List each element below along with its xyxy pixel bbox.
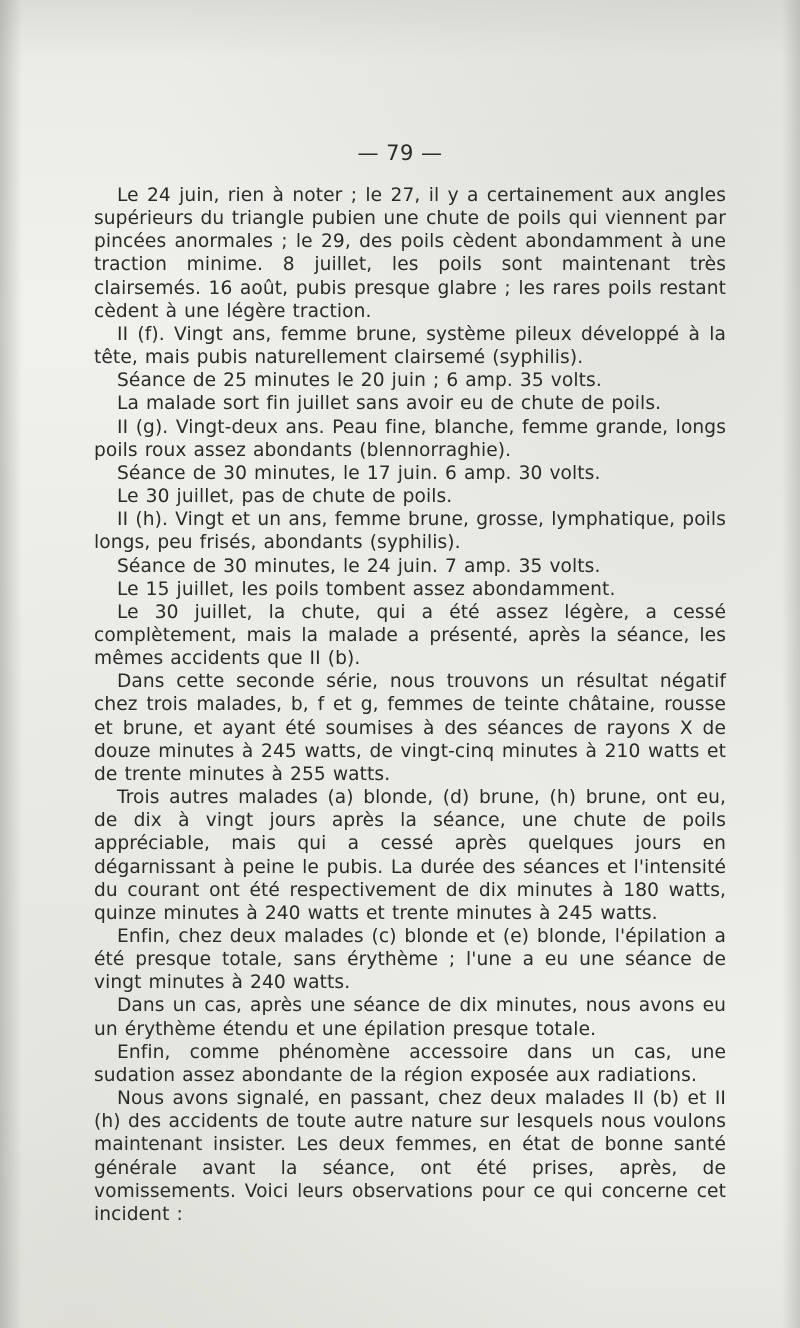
paragraph: Dans cette seconde série, nous trouvons un résultat négatif chez trois malades, b, f et g, femmes de teinte châtaine, rousse et brune, et ayant été soumises à des séances de rayons X de douze minutes à 245 watts, de vingt-cinq minutes à 210 watts et de trente minutes à 255 watts. <box>94 671 726 785</box>
paragraph: Séance de 25 minutes le 20 juin ; 6 amp. 35 volts. <box>117 370 602 392</box>
page-edge-shadow-right <box>782 0 800 1328</box>
paragraph: Trois autres malades (a) blonde, (d) brune, (h) brune, ont eu, de dix à vingt jours après la séance, une chute de poils appréciable, mais qui a cessé après quelques jours en dégarnissant à peine le pubis. La durée des séances et l'intensité du courant ont été respectivement de dix minutes à 180 watts, quinze minutes à 240 watts et trente minutes à 245 watts. <box>94 787 726 924</box>
paragraph: II (f). Vingt ans, femme brune, système pileux développé à la tête, mais pubis naturellement clairsemé (syphilis). <box>94 323 726 369</box>
paragraph: II (g). Vingt-deux ans. Peau fine, blanche, femme grande, longs poils roux assez abondants (blennorraghie). <box>94 416 726 461</box>
paragraph: Dans un cas, après une séance de dix minutes, nous avons eu un érythème étendu et une épilation presque totale. <box>94 995 726 1040</box>
paragraph: Le 30 juillet, la chute, qui a été assez légère, a cessé complètement, mais la malade a présenté, après la séance, les mêmes accidents que II (b). <box>94 601 726 670</box>
paragraph: Le 24 juin, rien à noter ; le 27, il y a certainement aux angles supérieurs du triangle pubien une chute de poils qui viennent par pincées anormales ; le 29, des poils cèdent abondamment à une traction minime. 8 juillet, les poils sont maintenant très clairsemés. 16 août, pubis presque glabre ; les rares poils restant cèdent à une légère traction. <box>94 185 726 322</box>
paragraph: Le 15 juillet, les poils tombent assez abondamment. <box>117 578 616 600</box>
paragraph: Enfin, comme phénomène accessoire dans un cas, une sudation assez abondante de la région exposée aux radiations. <box>94 1041 726 1086</box>
page-edge-shadow-left <box>0 0 22 1328</box>
paragraph: Le 30 juillet, pas de chute de poils. <box>117 486 453 508</box>
paragraph: Séance de 30 minutes, le 24 juin. 7 amp. 35 volts. <box>117 555 601 577</box>
paragraph: Séance de 30 minutes, le 17 juin. 6 amp. 30 volts. <box>117 462 601 484</box>
paragraph: Enfin, chez deux malades (c) blonde et (e) blonde, l'épilation a été presque totale, sans érythème ; l'une a eu une séance de vingt minutes à 240 watts. <box>94 926 726 994</box>
paragraph: Nous avons signalé, en passant, chez deux malades II (b) et II (h) des accidents de toute autre nature sur lesquels nous voulons maintenant insister. Les deux femmes, en état de bonne santé générale avant la séance, ont été prises, après, de vomissements. Voici leurs observations pour ce qui concerne cet incident : <box>94 1088 726 1225</box>
paragraph: La malade sort fin juillet sans avoir eu de chute de poils. <box>117 393 662 415</box>
paragraph: II (h). Vingt et un ans, femme brune, grosse, lymphatique, poils longs, peu frisés, abondants (syphilis). <box>94 509 726 554</box>
body-text <box>94 184 726 1226</box>
page-number: — 79 — <box>357 141 443 165</box>
